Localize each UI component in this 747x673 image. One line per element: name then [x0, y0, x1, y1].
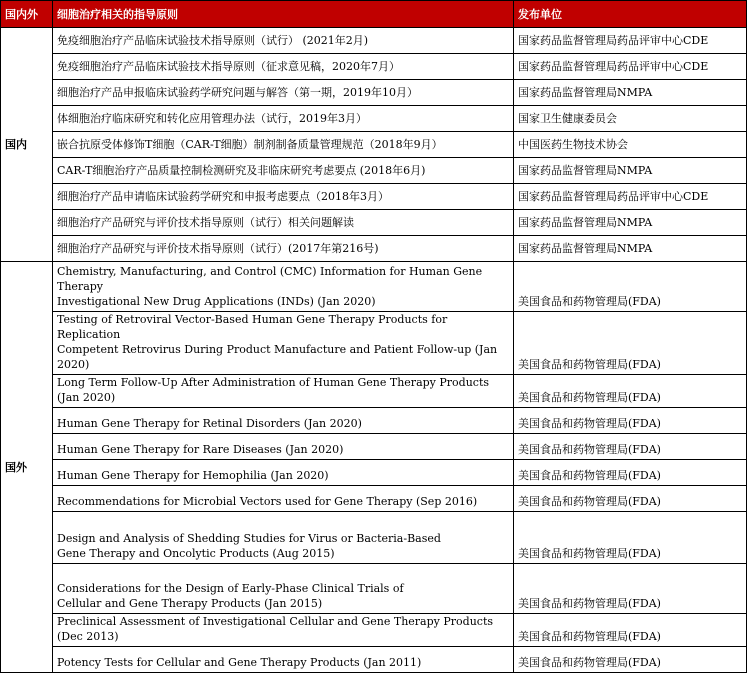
- guideline-title: [53, 564, 514, 614]
- table-row: [1, 28, 747, 54]
- table-row: [1, 486, 747, 512]
- publisher: 国家药品监督管理局药品评审中心CDE: [514, 28, 747, 54]
- table-row: [1, 564, 747, 614]
- header-publisher: 发布单位: [514, 1, 747, 28]
- table-row: [1, 158, 747, 184]
- guideline-title-line2: Competent Retrovirus During Product Manufacture and Patient Follow-up (Jan 2020): [57, 343, 498, 371]
- guideline-title-line1: Considerations for the Design of Early-Phase Clinical Trials of: [57, 582, 404, 595]
- guideline-title-line1: Human Gene Therapy for Retinal Disorders (Jan 2020): [57, 417, 362, 430]
- guideline-title-line1: Recommendations for Microbial Vectors used for Gene Therapy (Sep 2016): [57, 495, 478, 508]
- guideline-title: CAR-T细胞治疗产品质量控制检测研究及非临床研究考虑要点 (2018年6月): [53, 158, 514, 184]
- header-region: 国内外: [1, 1, 53, 28]
- guideline-title-line2: Gene Therapy and Oncolytic Products (Aug 2015): [57, 547, 335, 560]
- guideline-title: [53, 375, 514, 408]
- table-row: [1, 80, 747, 106]
- table-row: [1, 210, 747, 236]
- region-domestic: 国内: [1, 28, 53, 262]
- guideline-title: 免疫细胞治疗产品临床试验技术指导原则（试行） (2021年2月): [53, 28, 514, 54]
- guideline-title-line1: Human Gene Therapy for Hemophilia (Jan 2020): [57, 469, 329, 482]
- publisher: 美国食品和药物管理局(FDA): [514, 262, 747, 312]
- publisher: 美国食品和药物管理局(FDA): [514, 486, 747, 512]
- publisher: 中国医药生物技术协会: [514, 132, 747, 158]
- publisher: 国家药品监督管理局NMPA: [514, 236, 747, 262]
- guideline-title-line2: Investigational New Drug Applications (INDs) (Jan 2020): [57, 295, 376, 308]
- table-row: [1, 312, 747, 375]
- table-row: [1, 512, 747, 564]
- table-row: [1, 262, 747, 312]
- table-row: [1, 460, 747, 486]
- publisher: 美国食品和药物管理局(FDA): [514, 564, 747, 614]
- guideline-title: 细胞治疗产品研究与评价技术指导原则（试行）(2017年第216号): [53, 236, 514, 262]
- guideline-title: 免疫细胞治疗产品临床试验技术指导原则（征求意见稿，2020年7月）: [53, 54, 514, 80]
- guideline-title-line1: Preclinical Assessment of Investigational Cellular and Gene Therapy Products (Dec 2013): [57, 615, 494, 643]
- publisher: 美国食品和药物管理局(FDA): [514, 408, 747, 434]
- guideline-title: [53, 312, 514, 375]
- guideline-title: [53, 614, 514, 647]
- guideline-title-line1: Potency Tests for Cellular and Gene Therapy Products (Jan 2011): [57, 656, 422, 669]
- guideline-title-line1: Design and Analysis of Shedding Studies for Virus or Bacteria-Based: [57, 532, 441, 545]
- publisher: 国家卫生健康委员会: [514, 106, 747, 132]
- guideline-title: 体细胞治疗临床研究和转化应用管理办法（试行，2019年3月）: [53, 106, 514, 132]
- publisher: 美国食品和药物管理局(FDA): [514, 434, 747, 460]
- table-row: [1, 614, 747, 647]
- publisher: 美国食品和药物管理局(FDA): [514, 375, 747, 408]
- table-row: [1, 106, 747, 132]
- guideline-title: 细胞治疗产品申请临床试验药学研究和申报考虑要点（2018年3月）: [53, 184, 514, 210]
- table-row: [1, 434, 747, 460]
- guideline-title-line1: Chemistry, Manufacturing, and Control (CMC) Information for Human Gene Therapy: [57, 265, 483, 293]
- guideline-title: 细胞治疗产品研究与评价技术指导原则（试行）相关问题解读: [53, 210, 514, 236]
- publisher: 国家药品监督管理局NMPA: [514, 80, 747, 106]
- guideline-title-line1: Testing of Retroviral Vector-Based Human Gene Therapy Products for Replication: [57, 313, 448, 341]
- guideline-title: [53, 460, 514, 486]
- guideline-title: [53, 262, 514, 312]
- guideline-title-line2: Cellular and Gene Therapy Products (Jan 2015): [57, 597, 323, 610]
- table-row: [1, 132, 747, 158]
- publisher: 美国食品和药物管理局(FDA): [514, 460, 747, 486]
- guideline-title: [53, 434, 514, 460]
- guideline-title: [53, 647, 514, 673]
- table-row: [1, 54, 747, 80]
- header-guideline: 细胞治疗相关的指导原则: [53, 1, 514, 28]
- guideline-title-line1: Long Term Follow-Up After Administration of Human Gene Therapy Products (Jan 2020): [57, 376, 490, 404]
- table-row: [1, 408, 747, 434]
- publisher: 美国食品和药物管理局(FDA): [514, 614, 747, 647]
- guideline-title-line1: Human Gene Therapy for Rare Diseases (Jan 2020): [57, 443, 344, 456]
- publisher: 美国食品和药物管理局(FDA): [514, 512, 747, 564]
- guideline-title: 细胞治疗产品申报临床试验药学研究问题与解答（第一期，2019年10月）: [53, 80, 514, 106]
- table-row: [1, 236, 747, 262]
- guideline-title: [53, 486, 514, 512]
- publisher: 国家药品监督管理局药品评审中心CDE: [514, 184, 747, 210]
- guideline-title: 嵌合抗原受体修饰T细胞（CAR-T细胞）制剂制备质量管理规范（2018年9月）: [53, 132, 514, 158]
- header-row: [1, 1, 747, 28]
- table-row: [1, 647, 747, 673]
- publisher: 国家药品监督管理局药品评审中心CDE: [514, 54, 747, 80]
- guideline-title: [53, 512, 514, 564]
- publisher: 国家药品监督管理局NMPA: [514, 158, 747, 184]
- table-row: [1, 375, 747, 408]
- publisher: 国家药品监督管理局NMPA: [514, 210, 747, 236]
- publisher: 美国食品和药物管理局(FDA): [514, 647, 747, 673]
- guideline-title: [53, 408, 514, 434]
- region-foreign: 国外: [1, 262, 53, 673]
- publisher: 美国食品和药物管理局(FDA): [514, 312, 747, 375]
- table-row: [1, 184, 747, 210]
